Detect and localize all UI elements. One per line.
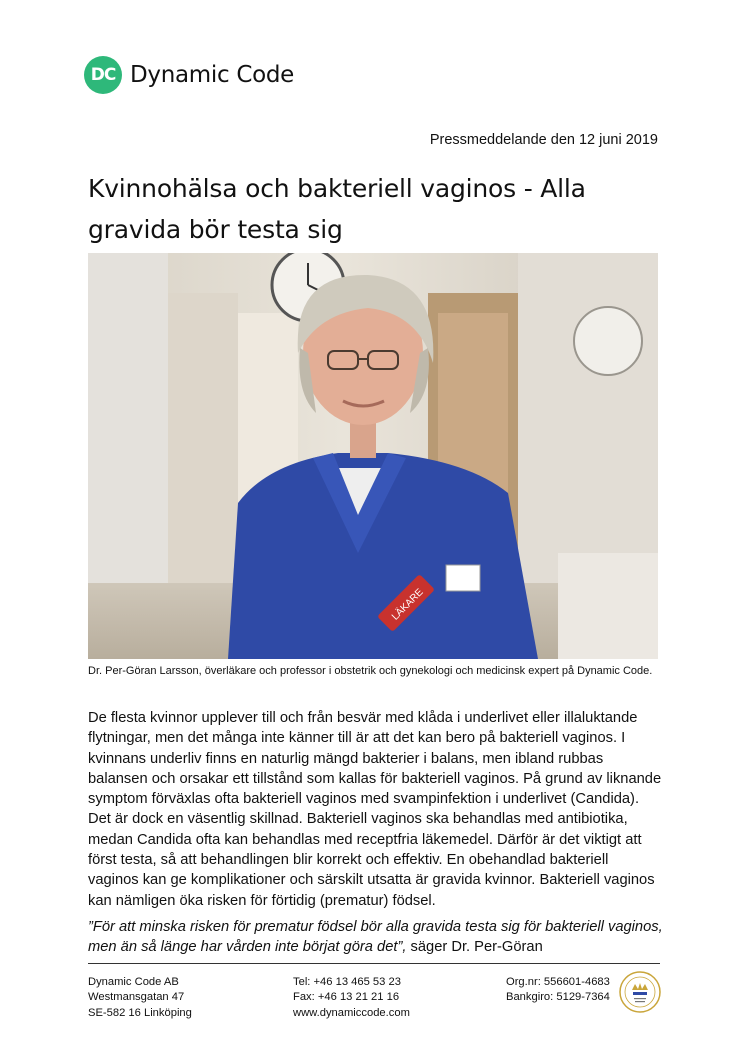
footer-company-name: Dynamic Code AB	[88, 976, 179, 988]
company-logo	[84, 56, 294, 94]
footer-website[interactable]: www.dynamiccode.com	[293, 1006, 410, 1019]
footer-fax: Fax: +46 13 21 21 16	[293, 991, 400, 1004]
portrait-illustration	[88, 253, 658, 659]
logo-text: Dynamic Code	[130, 62, 295, 88]
footer-registration	[506, 975, 610, 1006]
name-badge-text: LÄKARE	[389, 586, 426, 623]
body-paragraph: De flesta kvinnor upplever till och från besvär med klåda i underlivet eller illaluktande flytningar, men det många inte känner till är att det kan bero på bakteriell vaginos. I kvinnans underliv finns en naturlig mängd bakterier i balans, men ibland rubbas balansen och orsakar ett tillstånd som kallas för bakteriell vaginos. På grund av liknande symptom förväxlas ofta bakteriell vaginos med svampinfektion i underlivet (Candida). Det är dock en väsentlig skillnad. Bakteriell vaginos ska behandlas med antibiotika, medan Candida ofta kan behandlas med receptfria läkemedel. Därför är det viktigt att först testa, så att behandlingen blir korrekt och effektiv. En obehandlad bakteriell vaginos kan ge komplikationer och särskilt utsatta är gravida kvinnor. Bakteriell vaginos kan nämligen öka risken för förtidig (prematur) födsel.	[88, 710, 662, 909]
headline: Kvinnohälsa och bakteriell vaginos - Alla gravida bör testa sig	[88, 174, 586, 244]
quote-attribution: säger Dr. Per-Göran	[406, 939, 543, 956]
footer-company	[88, 975, 192, 1021]
footer-contact	[293, 975, 410, 1021]
quote-paragraph	[88, 917, 663, 958]
logo-mark: DC	[84, 56, 122, 94]
quote-text: ”För att minska risken för prematur födsel bör alla gravida testa sig för bakteriell vaginos, men än så länge har vården inte börjat göra det”,	[88, 919, 663, 956]
footer-divider	[88, 963, 660, 964]
photo-caption: Dr. Per-Göran Larsson, överläkare och professor i obstetrik och gynekologi och medicinsk expert på Dynamic Code.	[88, 665, 653, 677]
footer-org-number: Org.nr: 556601-4683	[506, 976, 610, 988]
footer-street: Westmansgatan 47	[88, 991, 185, 1004]
footer-city: SE-582 16 Linköping	[88, 1006, 192, 1019]
portrait-photo	[88, 253, 658, 659]
footer-phone: Tel: +46 13 465 53 23	[293, 976, 401, 988]
press-release-date: Pressmeddelande den 12 juni 2019	[429, 132, 658, 148]
footer-bankgiro: Bankgiro: 5129-7364	[506, 991, 610, 1004]
swedac-seal-icon	[618, 968, 662, 1018]
